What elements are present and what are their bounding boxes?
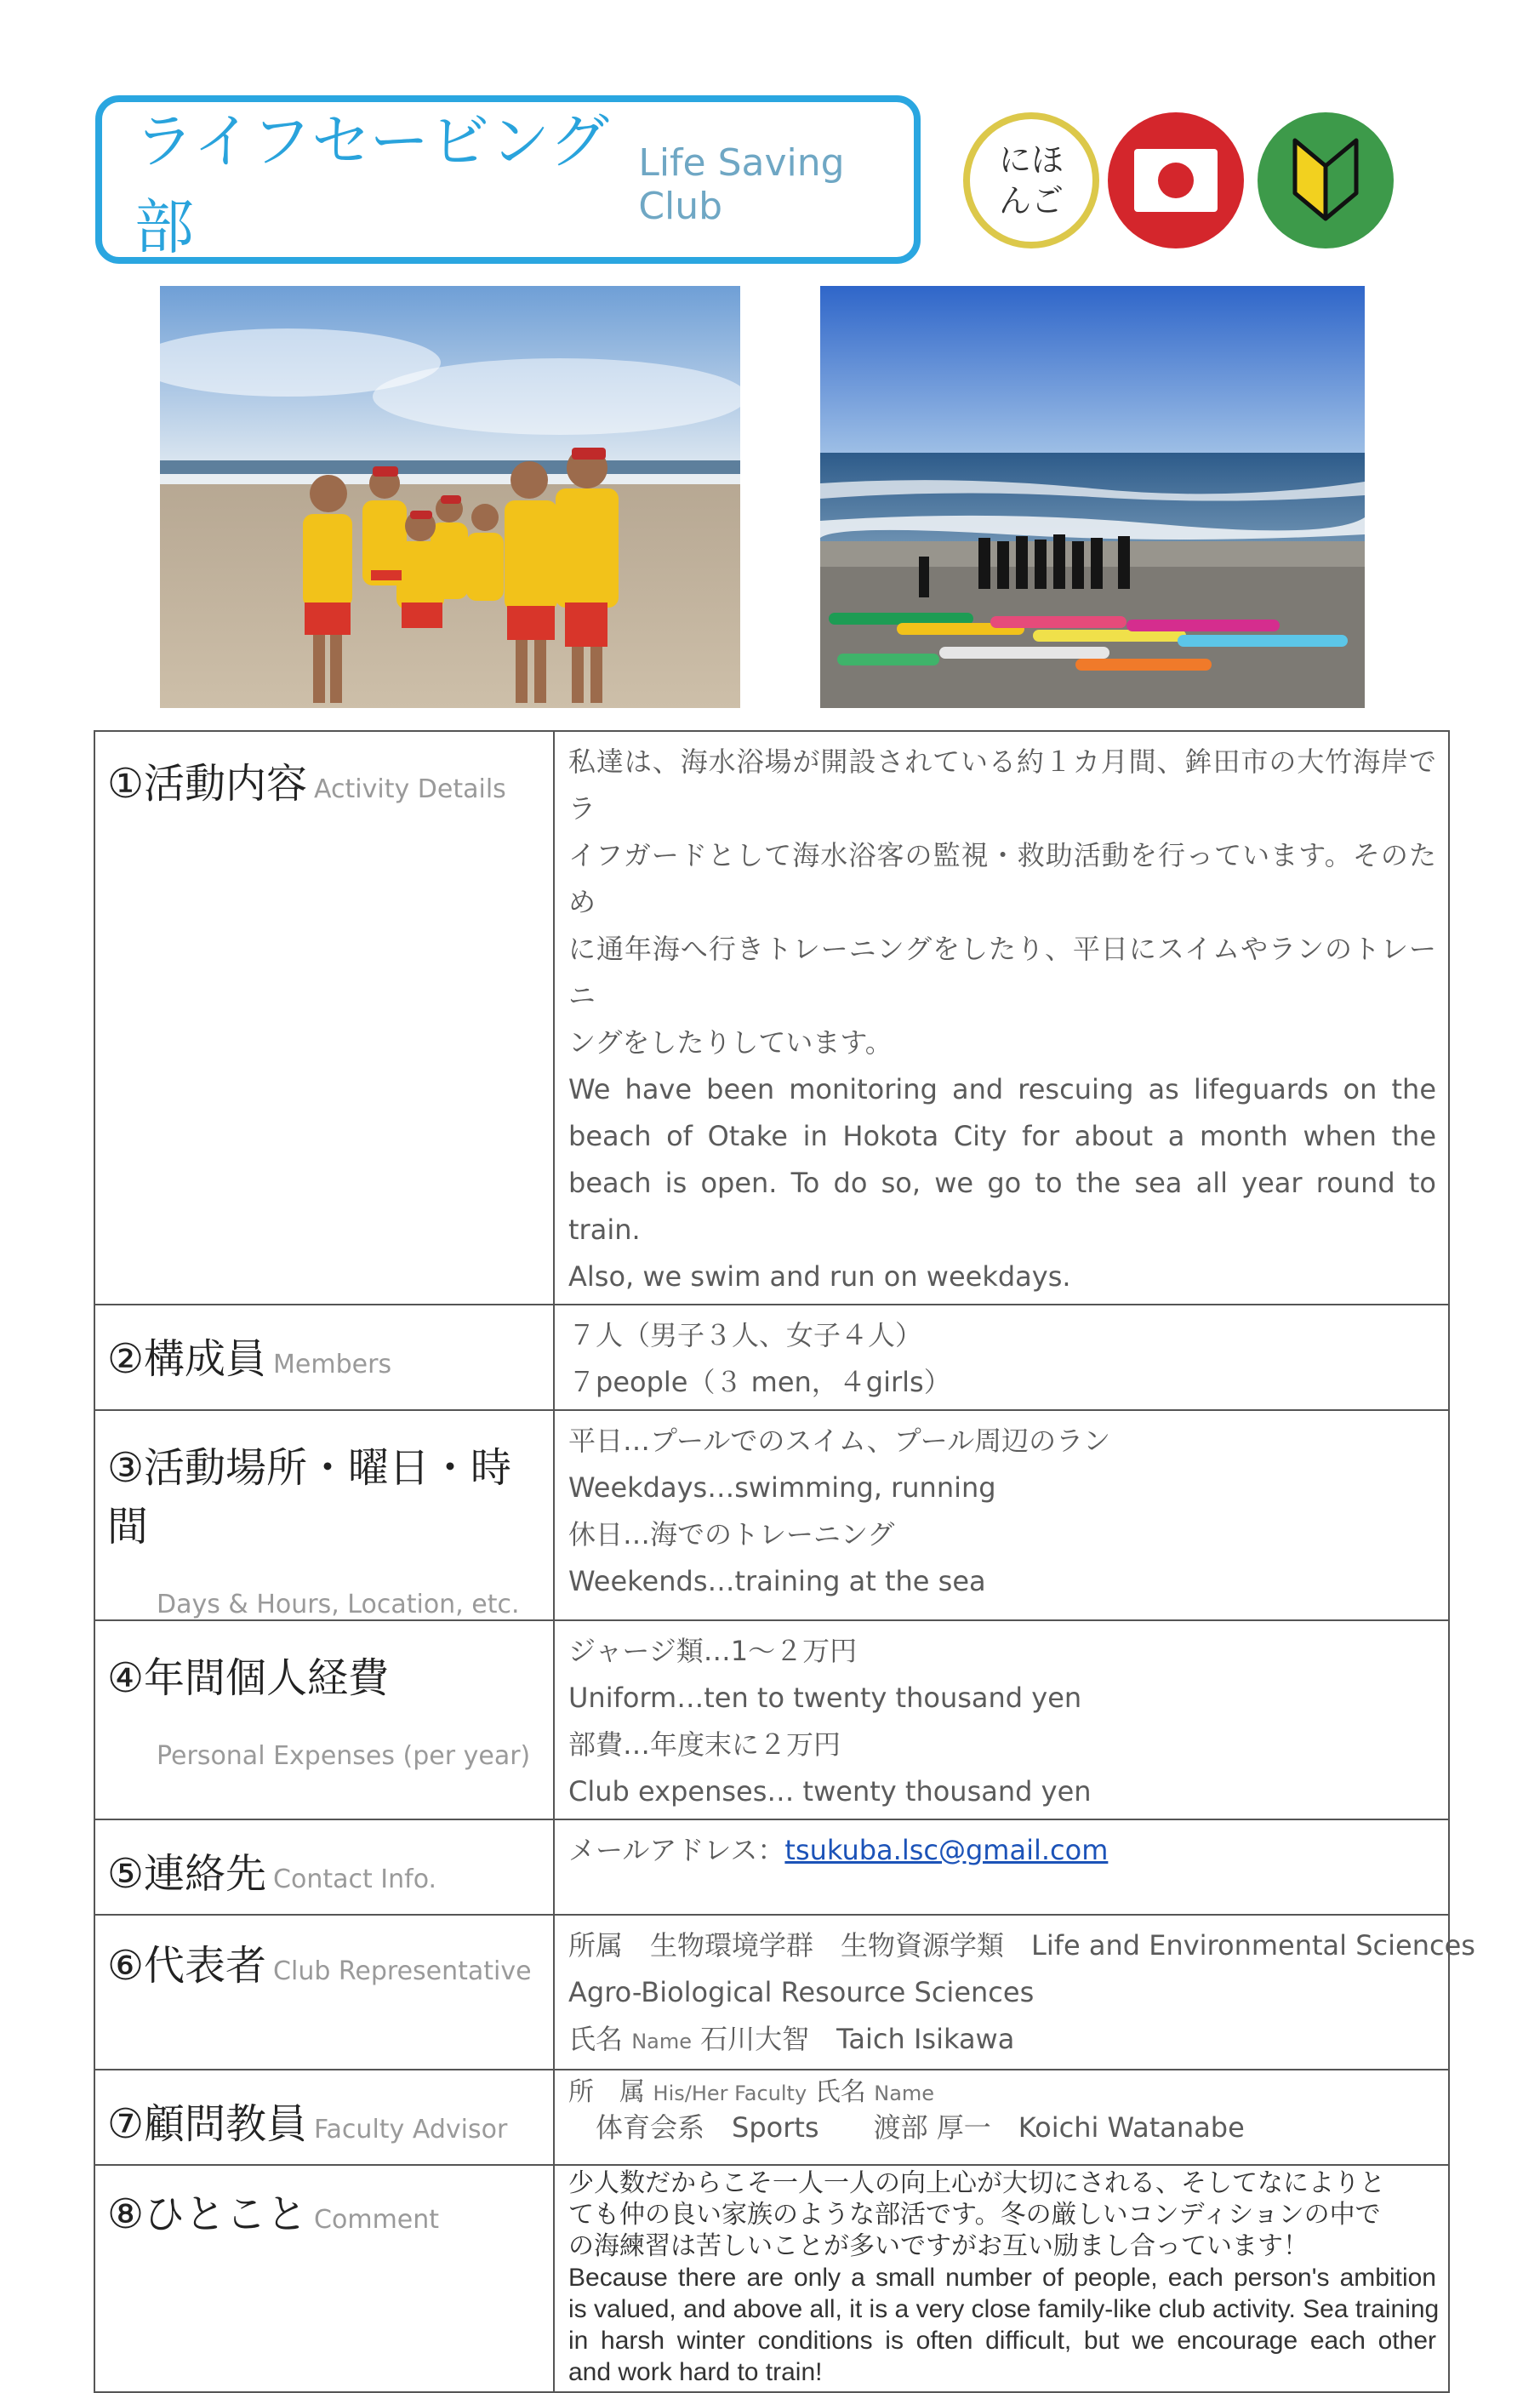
comment-label-cell: [94, 2165, 554, 2392]
expenses-line: Club expenses… twenty thousand yen: [568, 1775, 1092, 1808]
activity-line: 私達は、海水浴場が開設されている約１カ月間、鉾田市の大竹海岸でラ: [568, 745, 1436, 825]
place-line: 休日…海でのトレーニング: [568, 1518, 895, 1551]
members-content: [554, 1305, 1449, 1410]
activity-line: ングをしたりしています。: [568, 1026, 893, 1059]
place-row: [94, 1410, 1449, 1620]
representative-label-jp: 代表者: [144, 1942, 267, 1990]
activity-label-en: Activity Details: [314, 774, 506, 804]
representative-content: [554, 1915, 1475, 2070]
expenses-line: ジャージ類…1～２万円: [568, 1635, 858, 1667]
representative-affiliation: 所属 生物環境学群 生物資源学類 Life and Environmental Sciences: [568, 1929, 1475, 1962]
name-label-jp: 氏名: [568, 2023, 624, 2055]
comment-jp-line: ても仲の良い家族のような部活です。冬の厳しいコンディションの中で: [568, 2200, 1381, 2230]
members-line: ７人（男子３人、女子４人）: [568, 1319, 923, 1351]
members-row: [94, 1305, 1449, 1410]
activity-line: イフガードとして海水浴客の監視・救助活動を行っています。そのため: [568, 839, 1436, 918]
email-prefix: メールアドレス：: [568, 1834, 785, 1866]
section-number: ④: [107, 1654, 145, 1702]
comment-label-en: Comment: [314, 2205, 440, 2235]
nihongo-badge-icon: [963, 112, 1099, 248]
advisor-name-label-en: Name: [874, 2082, 935, 2105]
club-title-en: Life Saving Club: [638, 141, 845, 228]
group-photo-beach: [160, 286, 740, 708]
activity-row: [94, 731, 1449, 1305]
expenses-line: Uniform…ten to twenty thousand yen: [568, 1682, 1082, 1714]
club-info-table: [94, 730, 1475, 2393]
beginner-mark-icon: [1258, 112, 1394, 248]
comment-jp-line: 少人数だからこそ一人一人の向上心が大切にされる、そしてなによりと: [568, 2168, 1385, 2198]
email-link[interactable]: tsukuba.lsc@gmail.com: [784, 1834, 1109, 1866]
place-content: [554, 1410, 1449, 1620]
expenses-row: [94, 1620, 1449, 1819]
place-line: 平日…プールでのスイム、プール周辺のラン: [568, 1425, 1111, 1457]
club-title-box: [95, 95, 921, 264]
section-number: ⑧: [107, 2190, 145, 2238]
place-line: Weekdays…swimming, running: [568, 1471, 996, 1504]
section-number: ①: [107, 760, 145, 808]
comment-row: [94, 2165, 1449, 2392]
activity-line: に通年海へ行きトレーニングをしたり、平日にスイムやランのトレーニ: [568, 933, 1436, 1012]
section-number: ②: [107, 1335, 145, 1383]
contact-label-cell: [94, 1819, 554, 1915]
name-label-en: Name: [631, 2030, 692, 2053]
team-with-boards-photo: [820, 286, 1365, 708]
activity-line: beach is open. To do so, we go to the sea all year round to train.: [568, 1167, 1436, 1246]
comment-content: [554, 2165, 1449, 2392]
contact-row: [94, 1819, 1449, 1915]
representative-row: [94, 1915, 1449, 2070]
comment-en-line: is valued, and above all, it is a very close family-like club activity. Sea training: [568, 2295, 1440, 2323]
comment-en-line: in harsh winter conditions is often difficult, but we encourage each other: [568, 2327, 1436, 2355]
activity-line: beach of Otake in Hokota City for about a month when the: [568, 1120, 1436, 1152]
expenses-content: [554, 1620, 1449, 1819]
members-label-cell: [94, 1305, 554, 1410]
place-label-jp: 活動場所・曜日・時間: [107, 1444, 512, 1551]
activity-content: [554, 731, 1449, 1305]
section-number: ⑥: [107, 1942, 145, 1990]
advisor-name-label-jp: 氏名: [814, 2077, 866, 2107]
expenses-line: 部費…年度末に２万円: [568, 1728, 841, 1761]
members-label-jp: 構成員: [144, 1335, 267, 1383]
members-label-en: Members: [273, 1350, 392, 1379]
faculty-label-jp: 所 属: [568, 2077, 645, 2107]
place-line: Weekends…training at the sea: [568, 1565, 986, 1597]
advisor-row: [94, 2070, 1449, 2165]
place-label-cell: [94, 1410, 554, 1620]
section-number: ⑤: [107, 1850, 145, 1898]
comment-en-line: and work hard to train!: [568, 2358, 823, 2386]
advisor-label-en: Faculty Advisor: [314, 2115, 508, 2145]
comment-label-jp: ひとこと: [144, 2190, 308, 2238]
comment-jp-line: の海練習は苦しいことが多いですがお互い励まし合っています！: [568, 2231, 1309, 2261]
section-number: ③: [107, 1444, 145, 1492]
japan-flag-icon: [1108, 112, 1244, 248]
representative-name: 石川大智 Taich Isikawa: [700, 2023, 1015, 2055]
activity-line: We have been monitoring and rescuing as lifeguards on the: [568, 1073, 1436, 1105]
section-number: ⑦: [107, 2100, 145, 2148]
club-title-jp: ライフセービング部: [134, 106, 610, 262]
activity-line: Also, we swim and run on weekdays.: [568, 1260, 1071, 1293]
nihongo-top: にほ: [998, 141, 1064, 179]
contact-label-en: Contact Info.: [273, 1865, 437, 1894]
representative-affiliation-2: Agro-Biological Resource Sciences: [568, 1976, 1035, 2008]
contact-label-jp: 連絡先: [144, 1850, 267, 1898]
activity-label-jp: 活動内容: [144, 760, 308, 808]
expenses-label-en: Personal Expenses (per year): [157, 1741, 531, 1771]
members-line: ７people（３ men，４girls）: [568, 1366, 951, 1398]
advisor-content: [554, 2070, 1449, 2165]
activity-label-cell: [94, 731, 554, 1305]
expenses-label-cell: [94, 1620, 554, 1819]
advisor-label-jp: 顧問教員: [144, 2100, 308, 2148]
place-label-en: Days & Hours, Location, etc.: [157, 1590, 520, 1619]
representative-label-en: Club Representative: [273, 1956, 532, 1986]
faculty-label-en: His/Her Faculty: [653, 2082, 807, 2105]
comment-en-line: Because there are only a small number of people, each person's ambition: [568, 2264, 1436, 2292]
nihongo-bottom: んご: [998, 182, 1064, 220]
advisor-name: 体育会系 Sports 渡部 厚一 Koichi Watanabe: [596, 2111, 1245, 2144]
advisor-label-cell: [94, 2070, 554, 2165]
expenses-label-jp: 年間個人経費: [144, 1654, 390, 1702]
contact-content: [554, 1819, 1449, 1915]
representative-label-cell: [94, 1915, 554, 2070]
